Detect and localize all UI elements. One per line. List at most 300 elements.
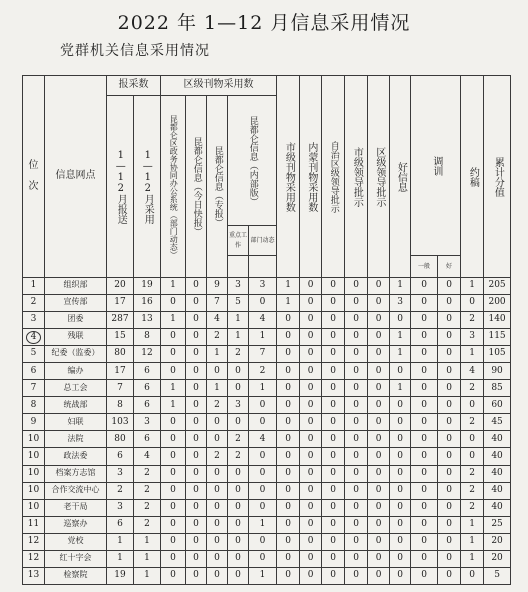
row-cell: 0: [277, 329, 300, 346]
row-cell: 0: [438, 312, 461, 329]
row-cell: 1: [249, 380, 277, 397]
header-neibuban-blank-2: [249, 256, 277, 278]
row-cell: 0: [249, 465, 277, 482]
row-cell: 0: [228, 363, 249, 380]
row-cell: 20: [484, 550, 511, 567]
row-rank: 11: [23, 516, 45, 533]
row-cell: 0: [161, 482, 186, 499]
row-cell: 0: [277, 346, 300, 363]
row-cell: 0: [438, 380, 461, 397]
page-title: 2022 年 1—12 月信息采用情况: [117, 12, 411, 34]
row-cell: 9: [207, 278, 228, 295]
row-cell: 0: [461, 431, 484, 448]
row-cell: 1: [107, 550, 134, 567]
row-rank: 1: [23, 278, 45, 295]
row-cell: 0: [228, 533, 249, 550]
row-cell: 0: [438, 431, 461, 448]
header-yiban: 一般: [411, 256, 438, 278]
row-cell: 7: [107, 380, 134, 397]
table-row: [23, 363, 511, 380]
row-cell: 1: [461, 346, 484, 363]
row-rank: 12: [23, 533, 45, 550]
table-row: [23, 499, 511, 516]
row-cell: 0: [345, 278, 368, 295]
row-unit: 法院: [45, 431, 107, 448]
row-rank: 8: [23, 397, 45, 414]
row-cell: 0: [277, 431, 300, 448]
row-cell: 115: [484, 329, 511, 346]
row-cell: 0: [186, 397, 207, 414]
row-cell: 0: [345, 550, 368, 567]
row-cell: 0: [300, 431, 322, 448]
row-cell: 0: [411, 465, 438, 482]
table-row: [23, 448, 511, 465]
row-cell: 80: [107, 346, 134, 363]
row-cell: 85: [484, 380, 511, 397]
row-cell: 0: [322, 397, 345, 414]
row-cell: 0: [345, 329, 368, 346]
row-cell: 0: [411, 533, 438, 550]
row-cell: 0: [207, 550, 228, 567]
row-cell: 2: [461, 380, 484, 397]
row-unit: 组织部: [45, 278, 107, 295]
row-cell: 0: [461, 448, 484, 465]
row-cell: 0: [322, 533, 345, 550]
row-cell: 0: [411, 346, 438, 363]
row-cell: 0: [322, 380, 345, 397]
row-cell: 0: [345, 516, 368, 533]
row-cell: 0: [186, 533, 207, 550]
row-cell: 0: [322, 312, 345, 329]
page-subtitle: 党群机关信息采用情况: [60, 43, 210, 59]
row-cell: 0: [368, 363, 390, 380]
row-cell: 2: [461, 465, 484, 482]
row-cell: 1: [249, 329, 277, 346]
header-yuegao: 约稿: [461, 76, 484, 278]
row-cell: 0: [438, 346, 461, 363]
row-cell: 0: [411, 516, 438, 533]
row-unit: 档案方志馆: [45, 465, 107, 482]
row-cell: 0: [228, 465, 249, 482]
row-cell: 17: [107, 295, 134, 312]
row-cell: 1: [134, 533, 161, 550]
row-unit: 团委: [45, 312, 107, 329]
row-cell: 90: [484, 363, 511, 380]
row-cell: 0: [390, 397, 411, 414]
row-rank: 2: [23, 295, 45, 312]
header-hao: 好: [438, 256, 461, 278]
row-cell: 0: [161, 567, 186, 584]
row-cell: 0: [186, 567, 207, 584]
row-cell: 0: [345, 363, 368, 380]
row-cell: 0: [368, 414, 390, 431]
row-cell: 0: [277, 567, 300, 584]
row-cell: 1: [390, 329, 411, 346]
row-rank: 9: [23, 414, 45, 431]
row-cell: 0: [322, 550, 345, 567]
row-cell: 2: [461, 482, 484, 499]
row-cell: 0: [300, 397, 322, 414]
row-cell: 103: [107, 414, 134, 431]
row-cell: 0: [322, 482, 345, 499]
row-cell: 0: [322, 329, 345, 346]
table-row: [23, 567, 511, 584]
row-cell: 0: [390, 448, 411, 465]
row-rank: 10: [23, 448, 45, 465]
row-cell: 4: [134, 448, 161, 465]
row-cell: 0: [390, 567, 411, 584]
row-cell: 0: [368, 448, 390, 465]
row-cell: 40: [484, 431, 511, 448]
row-unit: 红十字会: [45, 550, 107, 567]
row-unit: 合作交流中心: [45, 482, 107, 499]
row-cell: 0: [411, 397, 438, 414]
row-unit: 党校: [45, 533, 107, 550]
row-cell: 0: [249, 482, 277, 499]
row-cell: 0: [322, 465, 345, 482]
row-cell: 0: [390, 533, 411, 550]
row-cell: 17: [107, 363, 134, 380]
row-cell: 0: [390, 516, 411, 533]
row-cell: 0: [411, 448, 438, 465]
row-cell: 0: [277, 482, 300, 499]
row-cell: 0: [438, 397, 461, 414]
row-cell: 1: [134, 567, 161, 584]
row-cell: 1: [161, 312, 186, 329]
row-cell: 0: [228, 414, 249, 431]
row-rank: 12: [23, 550, 45, 567]
row-cell: 0: [322, 295, 345, 312]
row-cell: 0: [277, 312, 300, 329]
row-cell: 2: [228, 346, 249, 363]
row-cell: 0: [228, 567, 249, 584]
row-cell: 287: [107, 312, 134, 329]
row-unit: 总工会: [45, 380, 107, 397]
row-cell: 0: [277, 448, 300, 465]
row-cell: 3: [107, 499, 134, 516]
row-cell: 0: [322, 346, 345, 363]
row-cell: 0: [300, 482, 322, 499]
row-cell: 0: [411, 431, 438, 448]
row-cell: 12: [134, 346, 161, 363]
row-cell: 0: [345, 312, 368, 329]
row-cell: 0: [161, 363, 186, 380]
row-rank: 10: [23, 482, 45, 499]
info-adoption-table: [22, 75, 511, 585]
row-unit: 残联: [45, 329, 107, 346]
row-cell: 0: [186, 465, 207, 482]
row-cell: 0: [322, 363, 345, 380]
row-cell: 0: [368, 380, 390, 397]
row-cell: 4: [207, 312, 228, 329]
row-cell: 0: [322, 278, 345, 295]
row-cell: 2: [461, 414, 484, 431]
row-cell: 0: [345, 431, 368, 448]
row-cell: 0: [438, 516, 461, 533]
row-cell: 1: [161, 397, 186, 414]
row-unit: 宣传部: [45, 295, 107, 312]
row-rank: 5: [23, 346, 45, 363]
row-cell: 0: [161, 516, 186, 533]
row-cell: 1: [207, 380, 228, 397]
row-cell: 2: [228, 448, 249, 465]
row-cell: 2: [207, 329, 228, 346]
header-dongtai: 昆都仑区政务协同办公系统（部门动态）: [161, 96, 186, 278]
row-rank: 7: [23, 380, 45, 397]
row-cell: 0: [300, 567, 322, 584]
row-cell: 0: [322, 499, 345, 516]
table-row: [23, 482, 511, 499]
row-cell: 0: [345, 380, 368, 397]
row-cell: 0: [345, 295, 368, 312]
row-cell: 6: [134, 363, 161, 380]
row-cell: 0: [300, 550, 322, 567]
row-cell: 0: [411, 278, 438, 295]
row-cell: 0: [186, 346, 207, 363]
row-cell: 0: [345, 533, 368, 550]
row-rank: 6: [23, 363, 45, 380]
row-cell: 0: [228, 499, 249, 516]
row-cell: 2: [134, 465, 161, 482]
row-cell: 0: [249, 397, 277, 414]
row-cell: 0: [368, 567, 390, 584]
row-cell: 15: [107, 329, 134, 346]
row-cell: 0: [322, 448, 345, 465]
row-cell: 200: [484, 295, 511, 312]
row-cell: 0: [390, 482, 411, 499]
row-cell: 1: [461, 550, 484, 567]
row-cell: 0: [368, 499, 390, 516]
row-cell: 60: [484, 397, 511, 414]
row-cell: 0: [249, 448, 277, 465]
row-unit: 政法委: [45, 448, 107, 465]
row-cell: 0: [277, 516, 300, 533]
row-cell: 0: [411, 295, 438, 312]
header-zizhiqu: 自治区级领导批示: [322, 76, 345, 278]
row-unit: 检察院: [45, 567, 107, 584]
row-cell: 0: [368, 397, 390, 414]
row-cell: 2: [107, 482, 134, 499]
row-cell: 0: [300, 516, 322, 533]
row-cell: 2: [207, 397, 228, 414]
table-row: [23, 516, 511, 533]
row-cell: 0: [368, 312, 390, 329]
row-cell: 6: [107, 448, 134, 465]
row-cell: 0: [228, 380, 249, 397]
row-cell: 0: [322, 431, 345, 448]
table-row: [23, 295, 511, 312]
row-rank: 13: [23, 567, 45, 584]
row-cell: 0: [300, 448, 322, 465]
table-row: [23, 278, 511, 295]
row-cell: 0: [161, 329, 186, 346]
header-baocaishu: 报采数: [107, 76, 161, 96]
header-leiji: 累计分值: [484, 76, 511, 278]
header-shijilingdao: 市级领导批示: [345, 76, 368, 278]
row-cell: 0: [249, 550, 277, 567]
row-cell: 0: [186, 499, 207, 516]
row-cell: 6: [134, 380, 161, 397]
row-cell: 0: [277, 363, 300, 380]
row-cell: 0: [277, 465, 300, 482]
row-cell: 0: [390, 414, 411, 431]
row-cell: 1: [207, 346, 228, 363]
row-cell: 0: [161, 550, 186, 567]
header-qujilingdao: 区级领导批示: [368, 76, 390, 278]
row-cell: 6: [107, 516, 134, 533]
row-cell: 0: [300, 363, 322, 380]
row-cell: 2: [461, 499, 484, 516]
row-cell: 1: [461, 516, 484, 533]
row-cell: 0: [345, 482, 368, 499]
row-cell: 0: [207, 363, 228, 380]
row-cell: 0: [368, 550, 390, 567]
row-cell: 0: [368, 278, 390, 295]
row-cell: 0: [277, 533, 300, 550]
row-cell: 0: [186, 550, 207, 567]
row-cell: 0: [438, 278, 461, 295]
row-cell: 40: [484, 482, 511, 499]
row-cell: 0: [186, 482, 207, 499]
row-cell: 0: [186, 414, 207, 431]
table-row: [23, 533, 511, 550]
row-cell: 2: [134, 499, 161, 516]
row-cell: 205: [484, 278, 511, 295]
row-cell: 1: [390, 346, 411, 363]
row-cell: 1: [249, 516, 277, 533]
row-unit: 编办: [45, 363, 107, 380]
row-cell: 13: [134, 312, 161, 329]
row-cell: 0: [390, 431, 411, 448]
row-cell: 0: [161, 431, 186, 448]
header-shiji: 市级刊物采用数: [277, 76, 300, 278]
row-cell: 0: [207, 414, 228, 431]
row-cell: 0: [186, 278, 207, 295]
table-row: [23, 346, 511, 363]
row-cell: 0: [186, 448, 207, 465]
row-cell: 19: [134, 278, 161, 295]
row-cell: 0: [390, 363, 411, 380]
row-cell: 0: [438, 448, 461, 465]
row-unit: 纪委（监委）: [45, 346, 107, 363]
row-cell: 3: [228, 397, 249, 414]
row-cell: 0: [249, 533, 277, 550]
row-cell: 0: [345, 465, 368, 482]
row-cell: 0: [390, 465, 411, 482]
row-cell: 2: [134, 482, 161, 499]
row-cell: 1: [161, 380, 186, 397]
header-bumen: 部门动态: [249, 226, 277, 256]
row-cell: 4: [249, 312, 277, 329]
row-cell: 0: [207, 567, 228, 584]
row-cell: 5: [228, 295, 249, 312]
row-cell: 0: [277, 380, 300, 397]
row-cell: 0: [368, 431, 390, 448]
row-cell: 0: [438, 329, 461, 346]
row-cell: 0: [411, 380, 438, 397]
row-cell: 6: [134, 431, 161, 448]
row-cell: 0: [411, 550, 438, 567]
row-cell: 4: [249, 431, 277, 448]
row-cell: 0: [249, 499, 277, 516]
row-cell: 8: [107, 397, 134, 414]
row-cell: 1: [390, 380, 411, 397]
row-cell: 0: [161, 448, 186, 465]
header-diaoxun: 调训: [411, 76, 461, 256]
row-cell: 16: [134, 295, 161, 312]
row-cell: 0: [207, 465, 228, 482]
row-unit: 统战部: [45, 397, 107, 414]
row-cell: 0: [345, 414, 368, 431]
header-baosong: 1—12月报送: [107, 96, 134, 278]
row-cell: 0: [228, 516, 249, 533]
row-cell: 0: [228, 550, 249, 567]
row-cell: 0: [300, 380, 322, 397]
row-cell: 0: [161, 414, 186, 431]
table-row: [23, 550, 511, 567]
row-cell: 1: [134, 550, 161, 567]
row-cell: 0: [161, 465, 186, 482]
row-unit: 妇联: [45, 414, 107, 431]
row-cell: 3: [228, 278, 249, 295]
row-cell: 2: [249, 363, 277, 380]
row-cell: 3: [249, 278, 277, 295]
row-rank: 4: [23, 329, 45, 346]
row-cell: 0: [438, 295, 461, 312]
header-neibuban: 昆都仑信息（内部版）: [228, 96, 277, 226]
row-cell: 40: [484, 499, 511, 516]
row-cell: 40: [484, 448, 511, 465]
row-cell: 1: [249, 567, 277, 584]
row-cell: 7: [249, 346, 277, 363]
row-cell: 0: [277, 550, 300, 567]
row-cell: 0: [322, 516, 345, 533]
row-cell: 0: [186, 363, 207, 380]
row-cell: 0: [345, 499, 368, 516]
row-cell: 0: [438, 533, 461, 550]
row-cell: 0: [390, 312, 411, 329]
row-cell: 0: [277, 414, 300, 431]
row-cell: 0: [186, 380, 207, 397]
row-cell: 2: [134, 516, 161, 533]
row-cell: 0: [300, 465, 322, 482]
row-rank: 3: [23, 312, 45, 329]
row-cell: 0: [438, 465, 461, 482]
row-cell: 1: [277, 278, 300, 295]
row-cell: 0: [411, 567, 438, 584]
row-cell: 1: [161, 278, 186, 295]
row-cell: 0: [300, 346, 322, 363]
row-cell: 20: [107, 278, 134, 295]
row-cell: 0: [345, 346, 368, 363]
row-cell: 0: [368, 295, 390, 312]
row-cell: 0: [438, 482, 461, 499]
row-cell: 0: [345, 567, 368, 584]
row-cell: 0: [207, 516, 228, 533]
row-cell: 0: [300, 329, 322, 346]
row-cell: 0: [300, 533, 322, 550]
header-neibuban-blank-1: [228, 256, 249, 278]
row-cell: 1: [107, 533, 134, 550]
row-cell: 0: [207, 431, 228, 448]
row-cell: 0: [438, 567, 461, 584]
row-cell: 0: [438, 414, 461, 431]
row-cell: 0: [186, 295, 207, 312]
row-cell: 1: [277, 295, 300, 312]
row-cell: 0: [438, 550, 461, 567]
row-cell: 0: [368, 516, 390, 533]
table-row: [23, 397, 511, 414]
